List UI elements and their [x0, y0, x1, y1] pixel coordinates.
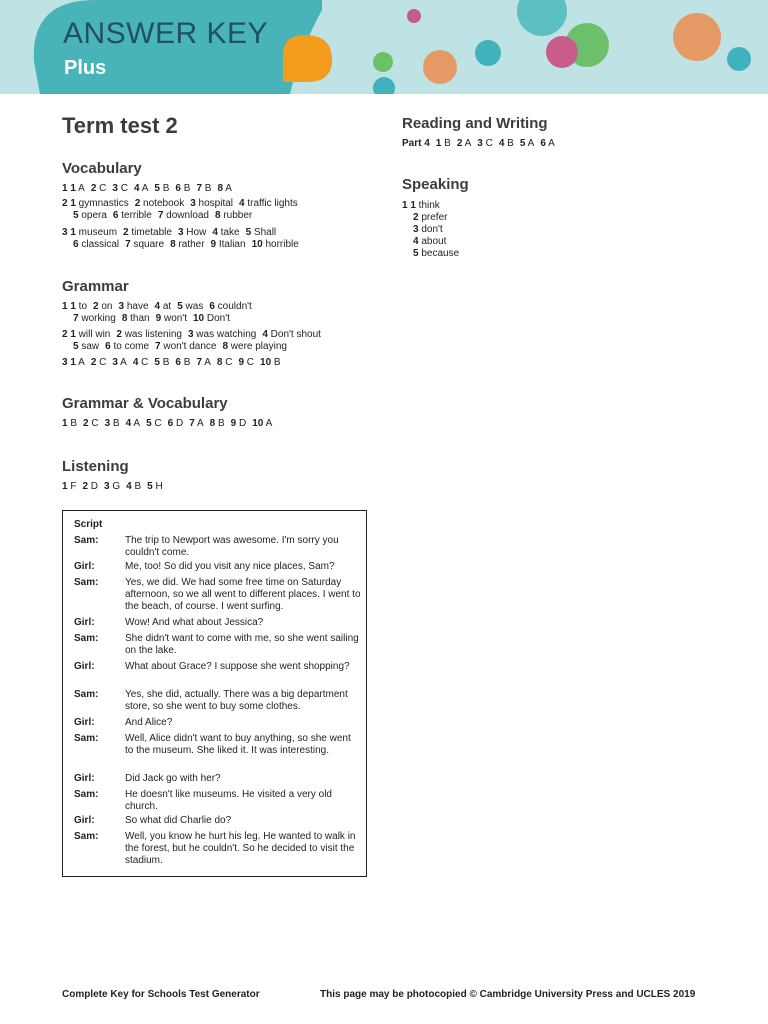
answer-number: 3 [187, 329, 194, 340]
listening-heading: Listening [62, 458, 129, 475]
answer-number: 9 [230, 418, 237, 429]
vocabulary-q2-line1 [62, 198, 298, 210]
grammar-heading: Grammar [62, 278, 129, 295]
answer-text: C [88, 418, 99, 429]
answer-text: have [124, 301, 149, 312]
answer-number: 10 [251, 239, 263, 250]
answer-number: 3 [190, 198, 196, 209]
answer-text: C [117, 183, 128, 194]
script-text: Yes, she did, actually. There was a big department store, so she went to buy some clothes. [125, 689, 348, 712]
script-speaker: Sam: [74, 633, 99, 644]
answer-text: A [117, 357, 127, 368]
answer-number: 2 [90, 183, 97, 194]
answer-number: 5 [413, 248, 419, 259]
answer-text: C [138, 357, 149, 368]
answer-number: 7 [125, 239, 131, 250]
answer-number: 2 [90, 357, 97, 368]
vocabulary-heading: Vocabulary [62, 160, 142, 177]
answer-text: C [222, 357, 233, 368]
answer-number: 6 [112, 210, 119, 221]
answer-number: 6 [209, 301, 215, 312]
answer-number: 3 1 [62, 227, 76, 238]
answer-number: 9 [155, 313, 162, 324]
answer-number: 5 [146, 418, 152, 429]
answer-text: C [482, 138, 493, 149]
answer-text: take [217, 227, 240, 238]
grammar-vocabulary-heading: Grammar & Vocabulary [62, 395, 228, 412]
answer-number: 6 [175, 357, 181, 368]
speaking-answer [413, 224, 443, 236]
answer-text: Shall [251, 227, 277, 238]
answer-text: prefer [418, 212, 448, 223]
answer-number: 8 [216, 357, 223, 368]
answer-number: 4 [125, 418, 132, 429]
answer-text: A [75, 183, 85, 194]
grammar-vocabulary-answers [62, 418, 272, 430]
answer-text: G [109, 481, 121, 492]
answer-text: terrible [118, 210, 152, 221]
answer-number: 7 [189, 418, 195, 429]
answer-text: D [88, 481, 99, 492]
answer-number: 5 [154, 357, 160, 368]
speaking-heading: Speaking [402, 176, 469, 193]
script-speaker: Girl: [74, 717, 95, 728]
script-text: Well, you know he hurt his leg. He wanted to walk in the forest, but he couldn't. So he decided to visit the stadium. [125, 831, 356, 866]
script-speaker: Sam: [74, 577, 99, 588]
answer-number: 3 [104, 418, 111, 429]
answer-number: 7 [196, 357, 202, 368]
answer-number: 1 1 [62, 183, 76, 194]
answer-number: 3 [477, 138, 483, 149]
answer-text: square [130, 239, 165, 250]
answer-number: 2 [413, 212, 419, 223]
script-text: He doesn't like museums. He visited a very old church. [125, 789, 332, 812]
script-text: Did Jack go with her? [125, 773, 221, 784]
answer-number: 8 [215, 210, 221, 221]
answer-text: rather [175, 239, 205, 250]
answer-text: B [180, 357, 191, 368]
answer-text: timetable [128, 227, 172, 238]
answer-text: D [173, 418, 184, 429]
answer-number: 3 1 [62, 357, 76, 368]
answer-text: don't [418, 224, 443, 235]
answer-text: B [180, 183, 191, 194]
answer-text: Don't shout [267, 329, 321, 340]
reading-writing-answers [402, 138, 555, 150]
script-speaker: Sam: [74, 789, 99, 800]
script-speaker: Sam: [74, 831, 99, 842]
answer-text: B [67, 418, 78, 429]
answer-text: A [545, 138, 555, 149]
answer-number: 8 [170, 239, 176, 250]
grammar-q3 [62, 357, 281, 369]
answer-text: B [504, 138, 514, 149]
vocabulary-q3-line1 [62, 227, 276, 239]
answer-number: 2 [123, 227, 129, 238]
answer-number: 5 [245, 227, 252, 238]
answer-text: about [418, 236, 447, 247]
part-label: Part 4 [402, 138, 430, 149]
script-text: So what did Charlie do? [125, 815, 232, 826]
answer-text: think [415, 200, 440, 211]
grammar-q1-line1 [62, 301, 252, 313]
script-speaker: Girl: [74, 773, 95, 784]
answer-number: 2 [83, 418, 89, 429]
answer-text: was [182, 301, 204, 312]
answer-text: C [244, 357, 255, 368]
answer-number: 5 [147, 481, 153, 492]
answer-text: were playing [228, 341, 287, 352]
answer-number: 8 [217, 183, 224, 194]
answer-text: will win [75, 329, 111, 340]
vocabulary-q2-line2 [73, 210, 252, 222]
answer-text: to [75, 301, 88, 312]
answer-text: B [110, 418, 120, 429]
answer-text: C [151, 418, 162, 429]
answer-number: 4 [239, 198, 245, 209]
vocabulary-q1 [62, 183, 232, 195]
answer-number: 4 [154, 301, 161, 312]
answer-number: 4 [133, 183, 140, 194]
answer-text: F [67, 481, 77, 492]
answer-number: 7 [157, 210, 164, 221]
speaking-answer [413, 212, 447, 224]
answer-text: than [127, 313, 150, 324]
answer-number: 10 [252, 418, 264, 429]
answer-number: 8 [121, 313, 128, 324]
answer-number: 2 1 [62, 329, 76, 340]
answer-number: 2 [134, 198, 141, 209]
script-speaker: Girl: [74, 617, 95, 628]
answer-text: to come [110, 341, 150, 352]
answer-number: 4 [413, 236, 419, 247]
answer-number: 3 [112, 357, 118, 368]
answer-text: B [271, 357, 281, 368]
answer-text: A [194, 418, 204, 429]
header-banner [0, 0, 768, 94]
answer-text: rubber [220, 210, 253, 221]
grammar-q2-line1 [62, 329, 321, 341]
script-text: And Alice? [125, 717, 173, 728]
answer-key-title: ANSWER KEY [63, 17, 269, 50]
footer-right: This page may be photocopied © Cambridge University Press and UCLES 2019 [320, 989, 696, 1000]
answer-number: 9 [238, 357, 245, 368]
answer-text: B [202, 183, 212, 194]
answer-number: 6 [73, 239, 79, 250]
answer-number: 3 [177, 227, 184, 238]
answer-number: 10 [193, 313, 205, 324]
answer-number: 2 [116, 329, 122, 340]
script-speaker: Girl: [74, 661, 95, 672]
answer-number: 7 [196, 183, 202, 194]
page-title: Term test 2 [62, 113, 178, 138]
answer-number: 2 [456, 138, 463, 149]
grammar-q2-line2 [73, 341, 287, 353]
grammar-q1-line2 [73, 313, 230, 325]
answer-text: A [525, 138, 535, 149]
answer-number: 5 [519, 138, 526, 149]
answer-number: 4 [212, 227, 218, 238]
answer-number: 3 [112, 183, 118, 194]
speaking-answer [402, 200, 440, 212]
answer-text: won't dance [160, 341, 217, 352]
answer-number: 4 [498, 138, 505, 149]
answer-text: H [152, 481, 163, 492]
answer-number: 3 [118, 301, 125, 312]
answer-number: 6 [175, 183, 181, 194]
answer-number: 2 [93, 301, 99, 312]
answer-number: 5 [177, 301, 183, 312]
answer-text: A [131, 418, 141, 429]
answer-number: 7 [155, 341, 161, 352]
answer-text: notebook [140, 198, 185, 209]
answer-number: 4 [126, 481, 132, 492]
script-text: The trip to Newport was awesome. I'm sorry you couldn't come. [125, 535, 339, 558]
answer-text: Italian [216, 239, 246, 250]
answer-number: 5 [73, 210, 79, 221]
answer-text: A [223, 183, 232, 194]
script-speaker: Sam: [74, 733, 99, 744]
answer-number: 1 1 [62, 301, 76, 312]
answer-text: traffic lights [244, 198, 298, 209]
script-speaker: Girl: [74, 561, 95, 572]
answer-number: 5 [154, 183, 160, 194]
speaking-answer [413, 236, 446, 248]
answer-number: 2 1 [62, 198, 76, 209]
answer-number: 6 [167, 418, 174, 429]
answer-text: horrible [262, 239, 299, 250]
answer-text: download [163, 210, 209, 221]
answer-number: 2 [82, 481, 89, 492]
answer-text: museum [75, 227, 118, 238]
answer-key-subtitle: Plus [64, 57, 107, 79]
vocabulary-q3-line2 [73, 239, 299, 251]
script-text: She didn't want to come with me, so she went sailing on the lake. [125, 633, 359, 656]
answer-number: 1 [62, 481, 68, 492]
answer-text: hospital [195, 198, 234, 209]
answer-text: Don't [204, 313, 230, 324]
answer-text: opera [78, 210, 107, 221]
answer-text: saw [78, 341, 100, 352]
answer-text: at [160, 301, 172, 312]
answer-number: 1 1 [402, 200, 416, 211]
answer-text: A [462, 138, 472, 149]
answer-number: 5 [73, 341, 79, 352]
answer-text: B [159, 357, 170, 368]
answer-number: 1 [62, 418, 68, 429]
script-title: Script [74, 519, 103, 530]
answer-text: working [78, 313, 116, 324]
answer-text: B [215, 418, 225, 429]
answer-number: 9 [210, 239, 217, 250]
answer-number: 8 [222, 341, 229, 352]
answer-text: won't [161, 313, 187, 324]
answer-text: couldn't [214, 301, 252, 312]
answer-number: 4 [262, 329, 268, 340]
script-speaker: Girl: [74, 815, 95, 826]
answer-number: 7 [73, 313, 79, 324]
answer-text: on [98, 301, 113, 312]
script-speaker: Sam: [74, 535, 99, 546]
answer-number: 10 [260, 357, 272, 368]
answer-text: C [96, 357, 107, 368]
answer-text: because [418, 248, 460, 259]
answer-text: A [75, 357, 85, 368]
part-4-answers [436, 138, 555, 149]
script-text: Yes, we did. We had some free time on Saturday afternoon, so we all went to different places. I went to the beach, of course. I went surfing. [125, 577, 361, 612]
answer-text: was watching [193, 329, 257, 340]
script-text: What about Grace? I suppose she went shopping? [125, 661, 350, 672]
answer-text: D [236, 418, 247, 429]
answer-text: B [131, 481, 142, 492]
script-text: Me, too! So did you visit any nice places, Sam? [125, 561, 335, 572]
listening-answers [62, 481, 163, 493]
answer-text: A [202, 357, 211, 368]
footer-left: Complete Key for Schools Test Generator [62, 989, 260, 1000]
answer-text: C [96, 183, 107, 194]
answer-number: 3 [104, 481, 110, 492]
script-text: Well, Alice didn't want to buy anything, so she went to the museum. She liked it. It was interesting. [125, 733, 351, 756]
speaking-answer [413, 248, 459, 260]
listening-script-box [62, 510, 367, 877]
answer-text: How [183, 227, 207, 238]
answer-number: 3 [413, 224, 419, 235]
reading-writing-heading: Reading and Writing [402, 115, 548, 132]
answer-text: classical [78, 239, 120, 250]
answer-text: gymnastics [75, 198, 129, 209]
answer-text: A [263, 418, 273, 429]
answer-number: 4 [132, 357, 139, 368]
script-text: Wow! And what about Jessica? [125, 617, 264, 628]
script-speaker: Sam: [74, 689, 99, 700]
answer-text: B [159, 183, 170, 194]
answer-text: was listening [121, 329, 182, 340]
answer-number: 6 [105, 341, 111, 352]
answer-text: A [139, 183, 149, 194]
answer-number: 8 [209, 418, 216, 429]
answer-number: 1 [435, 138, 442, 149]
answer-text: B [441, 138, 451, 149]
answer-number: 6 [540, 138, 546, 149]
